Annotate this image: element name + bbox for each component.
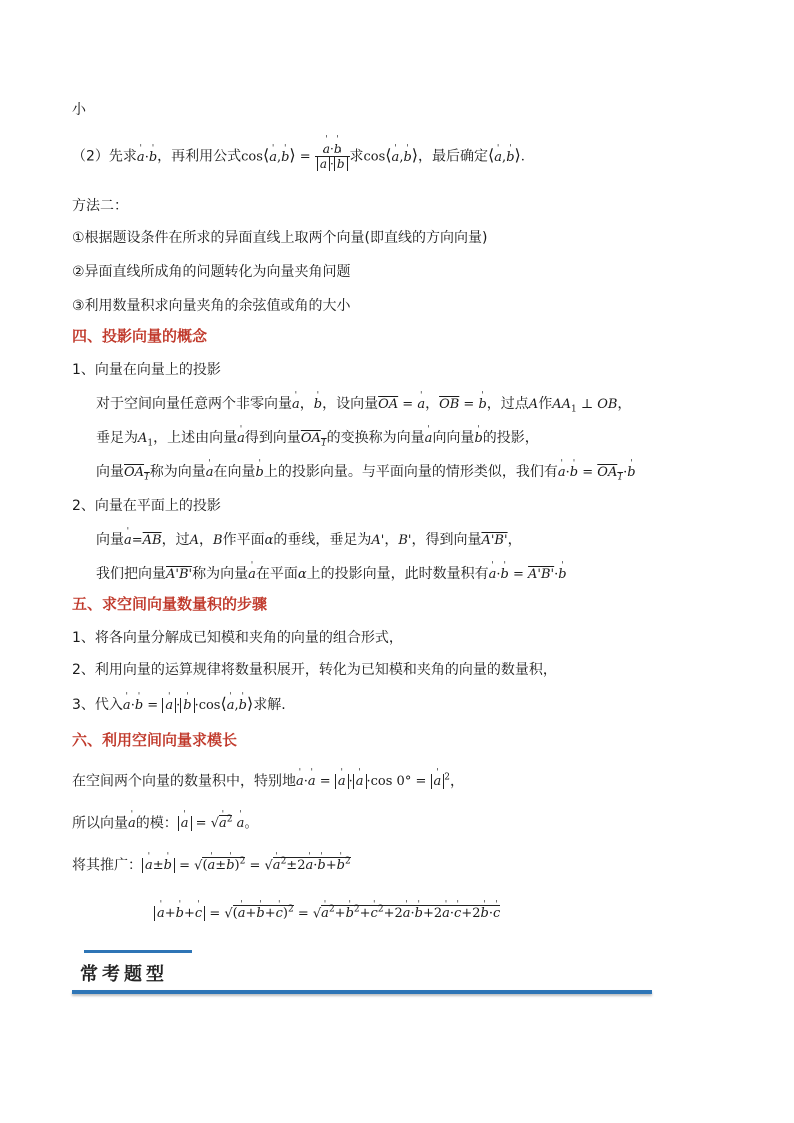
section-4-para-5: 我们把向量A'B'称为向量' a在平面α上的投影向量，此时数量积有' a·' b = A'B'·' b xyxy=(96,564,567,585)
text: 称为向量 xyxy=(149,464,206,480)
section-6-line-1: 在空间两个向量的数量积中，特别地' a·' a = ' a · ' a ·cos 0° = ' a $^2$， xyxy=(72,768,464,792)
text: 的投影， xyxy=(482,430,539,446)
text: ，设向量 xyxy=(322,396,379,412)
text-fragment: 小 xyxy=(72,102,86,118)
text: ，过 xyxy=(161,532,190,548)
section-6-line-3: 将其推广： ' a±' b = √(' a±' b)$^2$ = √' $a^2\pm 2'$ a·' b+' $b^2$ xyxy=(72,852,351,876)
text: ，过点 xyxy=(486,396,529,412)
section-5-step-2: 2、利用向量的运算规律将数量积展开，转化为已知模和夹角的向量的数量积， xyxy=(72,662,557,678)
section-4-para-1: 对于空间向量任意两个非零向量' a，' b，设向量$\overline{OA}$ = ' a，$\overline{OB}$ = ' b，过点A作$AA_1$ ⊥ OB， xyxy=(96,394,631,420)
section-6-line-4: ' a+' b+' c = √(' a+' b+' c)$^2$ = √' $a^2+'$ $b^2+'$ $c^2+2'$ a·' b+2' a·' c+2' b·' c xyxy=(154,900,500,924)
section-5-step-1: 1、将各向量分解成已知模和夹角的向量的组合形式， xyxy=(72,630,403,646)
text: 称为向量 xyxy=(192,566,249,582)
text: 垂足为 xyxy=(96,430,138,446)
text: 对于空间向量任意两个非零向量 xyxy=(96,396,292,412)
text: 3、代入 xyxy=(72,697,123,713)
text: 求 xyxy=(349,148,364,165)
section-5-heading: 五、求空间向量数量积的步骤 xyxy=(72,595,268,613)
text: 将其推广： xyxy=(72,857,142,874)
text: 所以向量 xyxy=(72,815,128,832)
text: ，最后确定 xyxy=(418,148,489,165)
method-two-item-3: ③利用数量积求向量夹角的余弦值或角的大小 xyxy=(72,298,351,314)
section-6-line-2: 所以向量' a的模： ' a = √' $a^2$ ' a。 xyxy=(72,810,258,834)
section-5-step-3: 3、代入' a·' b = ' a · ' b ·cos⟨' a,' b⟩求解. xyxy=(72,694,286,716)
text: 在空间两个向量的数量积中，特别地 xyxy=(72,773,296,790)
text: （2）先求 xyxy=(72,148,137,165)
method-two-item-1: ①根据题设条件在所求的异面直线上取两个向量(即直线的方向向量) xyxy=(72,230,488,246)
method-two-title: 方法二： xyxy=(72,198,128,214)
text: 的垂线，垂足为 xyxy=(273,532,372,548)
method-one-step-2: （2）先求' a·' b，再利用公式cos⟨' a,' b⟩ = ' a·' b ' a · ' b 求cos⟨' a,' b⟩，最后确定⟨' a,' b⟩. xyxy=(72,142,525,171)
banner-title: 常考题型 xyxy=(80,964,168,985)
section-4-heading: 四、投影向量的概念 xyxy=(72,327,208,345)
text: 求解. xyxy=(253,697,286,713)
text: 的模： xyxy=(135,815,178,832)
text: ，再利用公式 xyxy=(157,148,242,165)
text: 作平面 xyxy=(222,532,265,548)
text: ，上述由向量 xyxy=(153,430,238,446)
section-4-para-4: 向量' $a=\overline{AB}$，过A，B作平面α的垂线，垂足为A'，B'，得到向量A'B'， xyxy=(96,530,522,551)
section-banner xyxy=(72,950,652,998)
text: 在向量 xyxy=(213,464,256,480)
banner-bottom-bar xyxy=(72,990,652,994)
text: 得到向量 xyxy=(244,430,301,446)
text: 向向量 xyxy=(432,430,475,446)
method-two-item-2: ②异面直线所成角的问题转化为向量夹角问题 xyxy=(72,264,351,280)
text: 向量 xyxy=(96,532,124,548)
section-4-para-3: 向量$OA_1$称为向量' a在向量' b上的投影向量。与平面向量的情形类似，我们有' a·' $b = OA_1\cdot'$ b xyxy=(96,462,636,488)
text: 的变换称为向量 xyxy=(326,430,425,446)
banner-top-bar xyxy=(84,950,192,953)
cosine-fraction: ' a·' b ' a · ' b xyxy=(315,142,350,171)
text: 上的投影向量。与平面向量的情形类似，我们有 xyxy=(263,464,558,480)
section-4-sub-2: 2、向量在平面上的投影 xyxy=(72,498,221,514)
text: 向量 xyxy=(96,464,124,480)
text: 我们把向量 xyxy=(96,566,166,582)
section-4-para-2: 垂足为$A_1$，上述由向量' a得到向量$OA_1$的变换称为向量' a向向量' b的投影， xyxy=(96,428,539,454)
section-4-sub-1: 1、向量在向量上的投影 xyxy=(72,362,221,378)
text: ，得到向量 xyxy=(411,532,482,548)
text: 上的投影向量，此时数量积有 xyxy=(306,566,489,582)
text: 作 xyxy=(538,396,553,412)
text: 在平面 xyxy=(255,566,298,582)
section-6-heading: 六、利用空间向量求模长 xyxy=(72,731,238,749)
